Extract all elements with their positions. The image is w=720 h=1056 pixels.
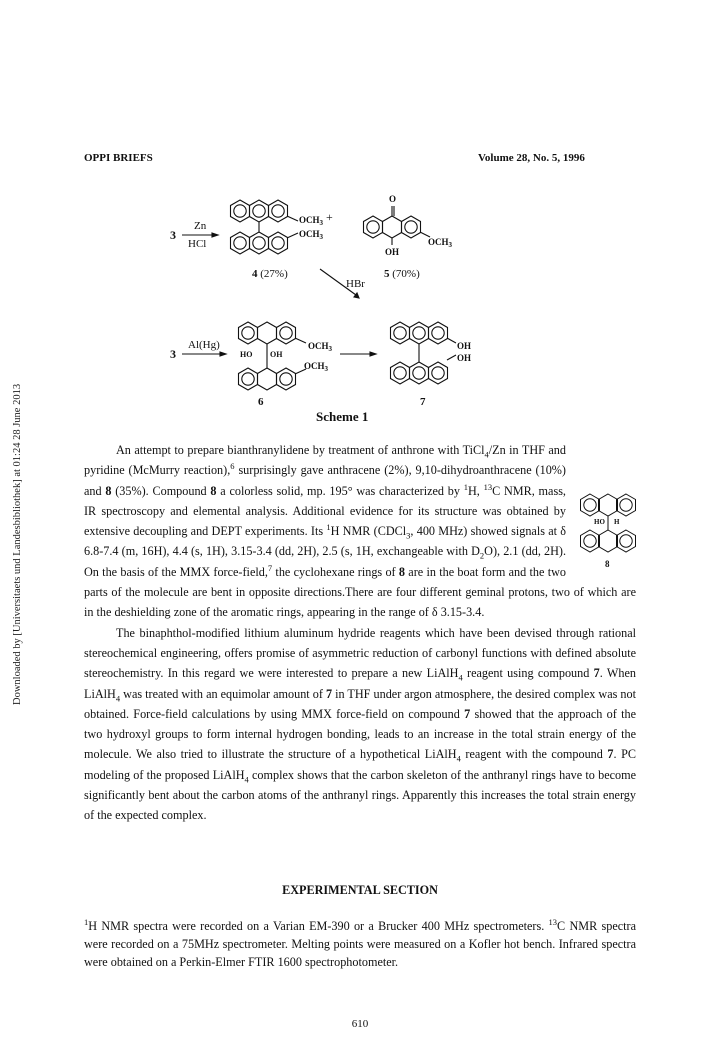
plus-sign: + <box>326 210 333 224</box>
label-compound-5: 5 (70%) <box>384 268 420 280</box>
scheme-label-3a: 3 <box>170 228 176 242</box>
structure-7 <box>391 322 457 384</box>
reagent-hbr: HBr <box>346 278 365 290</box>
oh-label-6: OH <box>270 350 283 359</box>
och3-4a: $OCH_3$ <box>299 215 324 227</box>
oh-label-7a: OH <box>457 341 472 351</box>
running-header-left: OPPI BRIEFS <box>84 152 153 164</box>
h-label-8: H <box>614 518 620 526</box>
paragraph-3: $^1$H NMR spectra were recorded on a Varian EM-390 or a Brucker 400 MHz spectrometers. $^{13}$C NMR spectra were recorded on a 75MHz spectrometer. Melting points were measured on a Kofler hot bench. Infrared spectra were obtained on a Perkin-Elmer FTIR 1600 spectrophotometer. <box>84 916 636 969</box>
label-compound-8: 8 <box>605 559 610 569</box>
ho-label-8: HO <box>594 518 605 526</box>
label-compound-7: 7 <box>420 396 426 408</box>
o-label-5: O <box>389 194 397 204</box>
structure-4 <box>231 200 299 254</box>
och3-6a: $OCH_3$ <box>308 341 333 353</box>
label-compound-6: 6 <box>258 396 264 408</box>
section-heading-experimental: EXPERIMENTAL SECTION <box>282 883 438 897</box>
body-text <box>84 440 636 826</box>
reagent-hcl: HCl <box>188 238 207 250</box>
structure-5 <box>364 206 431 245</box>
och3-5: $OCH_3$ <box>428 237 453 249</box>
scheme-label-3b: 3 <box>170 347 176 361</box>
reaction-scheme <box>160 183 520 423</box>
reagent-zn: Zn <box>194 220 207 232</box>
och3-4b: $OCH_3$ <box>299 229 324 241</box>
och3-6b: $OCH_3$ <box>304 361 329 373</box>
reagent-alhg: Al(Hg) <box>188 339 220 351</box>
ho-label-6: HO <box>240 350 253 359</box>
page-number: 610 <box>351 1018 369 1030</box>
paragraph-1: An attempt to prepare bianthranylidene by treatment of anthrone with TiCl$_4$/Zn in THF and pyridine (McMurry reaction),$^6$ surprisingly gave anthracene (2%), 9,10-dihydroanthracene (10%) and 8 (35%). Compound 8 a colorless solid, mp. 195° was characterized by $^1$H, $^{13}$C NMR, mass, IR spectroscopy and elemental analysis. Additional evidence for its structure was obtained by extensive decoupling and DEPT experiments. Its $^1$H NMR (CDCl$_3$, 400 MHz) showed signals at δ 6.8-7.4 (m, 16H), 4.4 (s, 1H), 3.15-3.4 (dd, 2H), 2.5 (s, 1H, exchangeable with $D_2O$), 2.1 (dd, 2H). On the basis of the MMX force-field,$^7$ the cyclohexane rings of 8 are in the boat form and the two parts of the molecule are bent in opposite directions.There are four different geminal protons, two of which are in the deshielding zone of the aromatic rings, appearing in the range of δ 3.15-3.4. <box>84 443 636 620</box>
oh-label-5: OH <box>385 247 400 257</box>
label-compound-4: 4 (27%) <box>252 268 288 280</box>
running-header-right: Volume 28, No. 5, 1996 <box>478 152 585 164</box>
download-watermark-text: Downloaded by [Universitaets und Landesbibliothek] at 01:24 28 June 2013 <box>12 383 23 705</box>
oh-label-7b: OH <box>457 353 472 363</box>
scheme-title: Scheme 1 <box>316 409 369 423</box>
paragraph-2: The binaphthol-modified lithium aluminum hydride reagents which have been devised through rational stereochemical engineering, offers promise of asymmetric reduction of carbonyl functions with defined absolute stereochemistry. In this regard we were interested to prepare a new LiAlH$_4$ reagent using compound 7. When LiAlH$_4$ was treated with an equimolar amount of 7 in THF under argon atmosphere, the desired complex was not obtained. Force-field calculations by using MMX force-field on compound 7 showed that the approach of the two hydroxyl groups to form internal hydrogen bonding, leads to an increase in the total strain energy of the molecule. We also tried to illustrate the structure of a hypothetical LiAlH$_4$ reagent with the compound 7. PC modeling of the proposed LiAlH$_4$ complex shows that the carbon skeleton of the anthranyl rings have to become significantly bent about the carbon atoms of the anthranyl rings. Apparently this increases the total strain energy of the expected complex. <box>84 625 637 823</box>
